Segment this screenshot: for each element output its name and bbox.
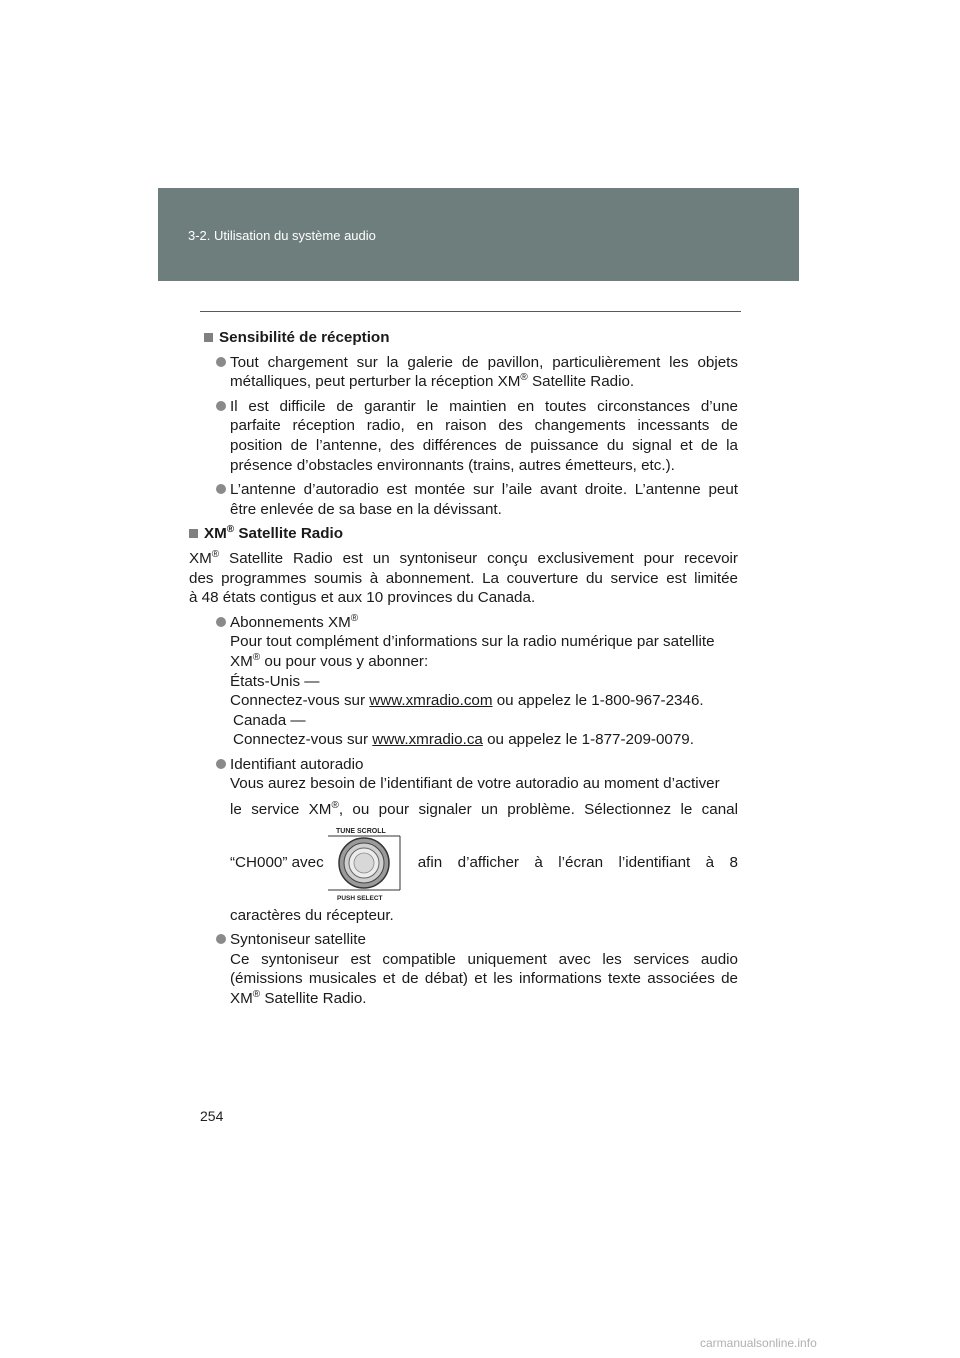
bullet-antenna: L’antenne d’autoradio est montée sur l’aile avant droite. L’antenne peut être enlevée de sa base en la dévissant. (204, 480, 738, 519)
main-content (189, 328, 738, 1014)
xmradio-ca-link[interactable]: www.xmradio.ca (372, 731, 483, 749)
bullet-roof-load: Tout chargement sur la galerie de pavillon, particulièrement les objets métalliques, peut perturber la réception XM® Satellite Radio. (204, 353, 738, 392)
page-number: 254 (200, 1108, 224, 1124)
bullet-dot-icon (216, 484, 226, 494)
bullet-dot-icon (216, 759, 226, 769)
knob-bottom-label: PUSH SELECT (336, 894, 383, 902)
knob-top-label: TUNE SCROLL (335, 827, 386, 835)
bullet-satellite-tuner: Syntoniseur satellite Ce syntoniseur est compatible uniquement avec les services audio (émissions musicales et de débat) et les informations texte associées de XM® Satellite Radio. (204, 930, 738, 1008)
bullet-dot-icon (216, 357, 226, 367)
bullet-reception-quality: Il est difficile de garantir le maintien en toutes circonstances d’une parfaite réception radio, en raison des changements incessants de position de l’antenne, des différences de puissance du signal et de la présence d’obstacles environnants (trains, autres émetteurs, etc.). (204, 397, 738, 475)
bullet-dot-icon (216, 617, 226, 627)
tune-scroll-knob-icon (324, 824, 404, 902)
bullet-radio-id: Identifiant autoradio Vous aurez besoin de l’identifiant de votre autoradio au moment d’activer le service XM®, ou pour signaler un problème. Sélectionnez le canal “CH000” avec TUNE SCROLL PUSH SELECT afin d’afficher à l’écran l’identifiant à 8 caractères du récepteur. (204, 755, 738, 925)
bullet-dot-icon (216, 934, 226, 944)
bullet-subscriptions: Abonnements XM® Pour tout complément d’informations sur la radio numérique par satellite XM® ou pour vous y abonner: États-Unis — Connectez-vous sur www.xmradio.com ou appelez le 1-800-967-2346. Canada — Connectez-vous sur www.xmradio.ca ou appelez le 1-877-209-0079. (204, 613, 738, 750)
divider (200, 311, 741, 312)
knob-line: “CH000” avec TUNE SCROLL PUSH SELECT afin d’afficher à l’écran l’identifiant à 8 (230, 824, 738, 902)
watermark: carmanualsonline.info (700, 1336, 817, 1350)
section-title: 3-2. Utilisation du système audio (188, 228, 376, 243)
heading-reception: Sensibilité de réception (204, 328, 738, 348)
square-bullet-icon (189, 529, 198, 538)
square-bullet-icon (204, 333, 213, 342)
header-band (158, 188, 799, 281)
heading-xm: XM® Satellite Radio (189, 524, 738, 544)
xm-intro: XM® Satellite Radio est un syntoniseur conçu exclusivement pour recevoir des programmes soumis à abonnement. La couverture du service est limitée à 48 états contigus et aux 10 provinces du Canada. (189, 548, 738, 607)
xmradio-com-link[interactable]: www.xmradio.com (369, 692, 493, 710)
bullet-dot-icon (216, 401, 226, 411)
